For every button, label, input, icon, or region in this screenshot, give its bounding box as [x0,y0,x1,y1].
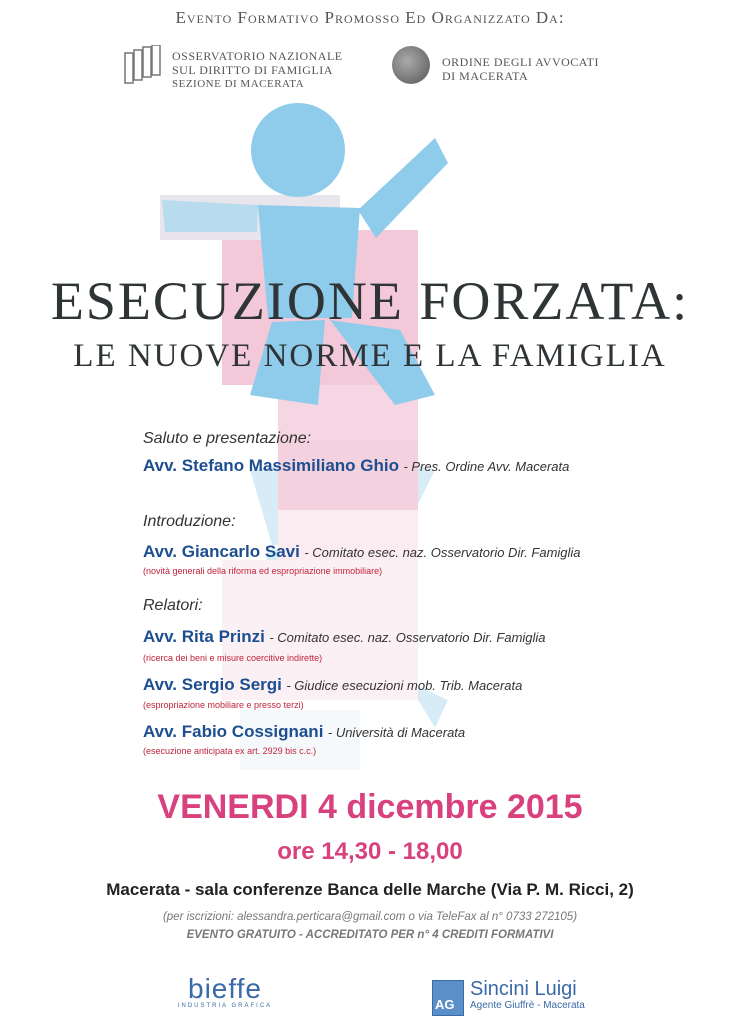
org1-line3: SEZIONE DI MACERATA [172,78,305,90]
speaker-role: - Comitato esec. naz. Osservatorio Dir. Famiglia [269,630,546,645]
org-ordine-avvocati [442,55,599,83]
registration-info: (per iscrizioni: alessandra.perticara@gmail.com o via TeleFax al n° 0733 272105) [162,911,578,923]
welcome-speaker: Avv. Stefano Massimiliano Ghio [143,456,399,475]
speaker-note: (espropriazione mobiliare e presso terzi) [143,700,304,710]
org1-line2: SUL DIRITTO DI FAMIGLIA [172,63,333,77]
speaker-role: - Giudice esecuzioni mob. Trib. Macerata [286,678,523,693]
speaker-note: (ricerca dei beni e misure coercitive indirette) [143,653,323,663]
event-title: ESECUZIONE FORZATA: [50,271,690,331]
event-time: ore 14,30 - 18,00 [277,838,463,865]
books-logo-icon [122,45,162,87]
bieffe-sub: INDUSTRIA GRAFICA [177,1003,273,1009]
welcome-label: Saluto e presentazione: [143,430,312,447]
sincini-name: Sincini Luigi [470,978,577,1000]
welcome-role: - Pres. Ordine Avv. Macerata [403,459,570,474]
speaker-row [143,675,522,695]
intro-label: Introduzione: [143,513,236,530]
event-date: VENERDI 4 dicembre 2015 [157,788,583,826]
speaker-row [143,722,465,742]
sincini-badge-text: AG [435,997,455,1012]
intro-role: - Comitato esec. naz. Osservatorio Dir. Famiglia [304,545,581,560]
speaker-name: Avv. Rita Prinzi [143,627,265,646]
sincini-badge-icon [432,980,464,1016]
speaker-name: Avv. Sergio Sergi [143,675,282,694]
sponsor-bieffe [170,975,280,1009]
event-venue: Macerata - sala conferenze Banca delle Marche (Via P. M. Ricci, 2) [106,880,634,899]
org2-line2: DI MACERATA [442,69,529,83]
intro-row [143,542,581,562]
promoter-line: Evento Formativo Promosso Ed Organizzato Da: [175,8,565,27]
accreditation-info: EVENTO GRATUITO - ACCREDITATO PER n° 4 CREDITI FORMATIVI [186,929,554,941]
org2-line1: ORDINE DEGLI AVVOCATI [442,55,599,69]
welcome-row [143,456,569,476]
speaker-role: - Università di Macerata [327,725,466,740]
intro-note: (novità generali della riforma ed espropriazione immobiliare) [143,566,383,576]
speaker-row [143,627,546,647]
speakers-label: Relatori: [143,597,203,614]
bieffe-logo: bieffe [188,973,262,1004]
sincini-sub: Agente Giuffrè - Macerata [470,1000,585,1011]
intro-speaker: Avv. Giancarlo Savi [143,542,300,561]
sponsor-sincini [470,978,585,1011]
org-osservatorio [172,49,343,91]
speaker-name: Avv. Fabio Cossignani [143,722,324,741]
ordine-logo-icon [392,46,430,84]
event-subtitle: LE NUOVE NORME E LA FAMIGLIA [73,338,667,374]
speaker-note: (esecuzione anticipata ex art. 2929 bis c.c.) [143,746,317,756]
org1-line1: OSSERVATORIO NAZIONALE [172,49,343,63]
